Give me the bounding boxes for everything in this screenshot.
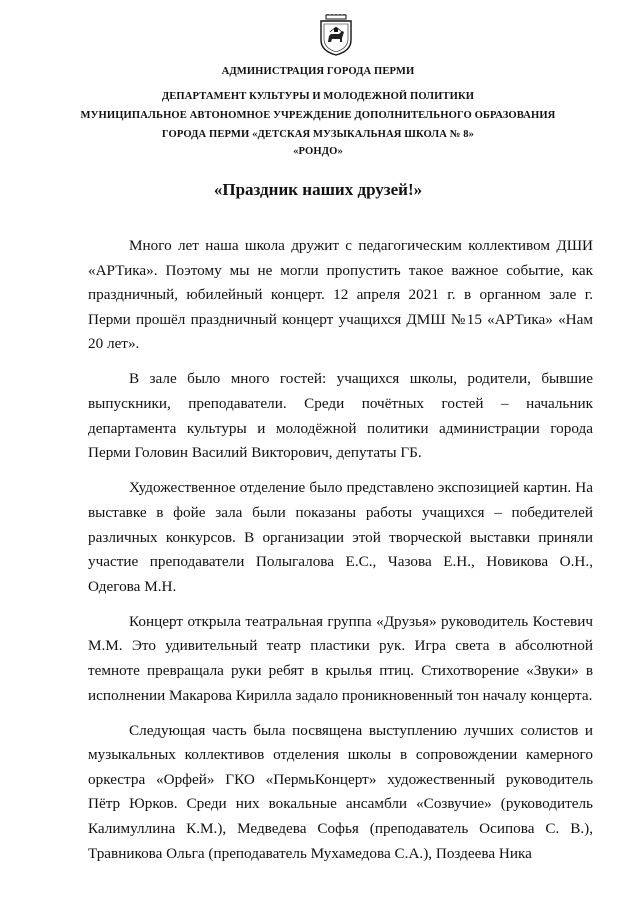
article-paragraph: В зале было много гостей: учащихся школы, родители, бывшие выпускники, преподаватели. Среди почётных гостей – начальник департамента культуры и молодёжной политики администрации города Перми Головин Василий Викторович, депутаты ГБ. [88, 370, 593, 462]
institution-name-line3: «РОНДО» [293, 146, 343, 157]
article-paragraph: Много лет наша школа дружит с педагогическим коллективом ДШИ «АРТика». Поэтому мы не могли пропустить такое важное событие, как праздничный, юбилейный концерт. 12 апреля 2021 г. в органном зале г. Перми прошёл праздничный концерт учащихся ДМШ №15 «АРТика» «Нам 20 лет». [88, 237, 593, 353]
article-title: «Праздник наших друзей!» [213, 180, 423, 199]
perm-coat-of-arms-icon [319, 14, 353, 56]
article-paragraph: Художественное отделение было представлено экспозицией картин. На выставке в фойе зала были показаны работы учащихся – победителей различных конкурсов. В организации этой творческой выставки приняли участие преподаватели Полыгалова Е.С., Чазова Е.Н., Новикова О.Н., Одегова М.Н. [88, 479, 593, 595]
article-paragraph: Концерт открыла театральная группа «Друзья» руководитель Костевич М.М. Это удивительный театр пластики рук. Игра света в абсолютной темноте превращала руки ребят в крылья птиц. Стихотворение «Звуки» в исполнении Макарова Кирилла задало проникновенный тон началу концерта. [88, 612, 593, 704]
administration-name: АДМИНИСТРАЦИЯ ГОРОДА ПЕРМИ [221, 66, 415, 77]
article-body [88, 234, 593, 866]
department-name: ДЕПАРТАМЕНТ КУЛЬТУРЫ И МОЛОДЕЖНОЙ ПОЛИТИКИ [161, 91, 475, 102]
institution-name-line2: ГОРОДА ПЕРМИ «ДЕТСКАЯ МУЗЫКАЛЬНАЯ ШКОЛА № 8» [161, 129, 475, 140]
institution-name-line1: МУНИЦИПАЛЬНОЕ АВТОНОМНОЕ УЧРЕЖДЕНИЕ ДОПОЛНИТЕЛЬНОГО ОБРАЗОВАНИЯ [80, 110, 556, 121]
article-paragraph: Следующая часть была посвящена выступлению лучших солистов и музыкальных коллективов отделения школы в сопровождении камерного оркестра «Орфей» ГКО «ПермьКонцерт» художественный руководитель Пётр Юрков. Среди них вокальные ансамбли «Созвучие» (руководитель Калимуллина К.М.), Медведева Софья (преподаватель Осипова С. В.), Травникова Ольга (преподаватель Мухамедова С.А.), Поздеева Ника [88, 721, 593, 862]
